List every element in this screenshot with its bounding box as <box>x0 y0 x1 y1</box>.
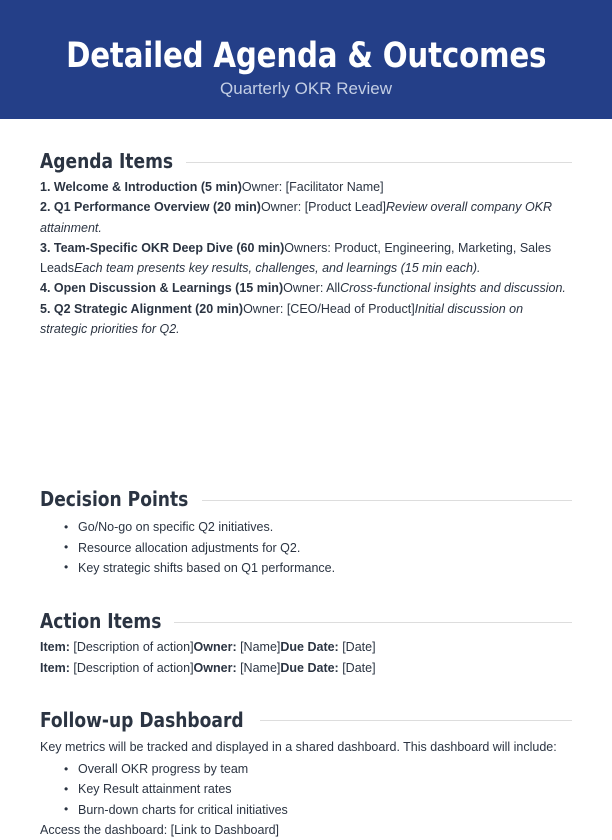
action-item-due-date-label: Due Date: <box>280 660 339 675</box>
action-item-owner-value: [Name] <box>236 660 281 675</box>
agenda-item <box>40 278 572 298</box>
agenda-item <box>40 238 572 279</box>
action-item-row <box>40 637 572 657</box>
agenda-item <box>40 197 572 238</box>
action-item-owner-label: Owner: <box>193 660 237 675</box>
agenda-item-note: Cross-functional insights and discussion. <box>340 281 566 296</box>
action-item-due-date-value: [Date] <box>338 640 376 655</box>
action-item-label: Item: <box>40 660 70 675</box>
agenda-item-note: Review overall company OKR attainment. <box>40 200 553 235</box>
action-item-owner-value: [Name] <box>236 640 281 655</box>
decision-points-list <box>40 517 572 578</box>
agenda-item-title: 5. Q2 Strategic Alignment (20 min) <box>40 301 244 316</box>
section-heading-agenda-label: Agenda Items <box>40 149 174 173</box>
action-item-due-date-label: Due Date: <box>280 640 339 655</box>
agenda-item-title: 1. Welcome & Introduction (5 min) <box>40 180 242 194</box>
page-subtitle: Quarterly OKR Review <box>220 79 392 98</box>
page-title: Detailed Agenda & Outcomes <box>65 36 547 76</box>
section-heading-action-items <box>40 608 572 634</box>
section-heading-decision-points-label: Decision Points <box>40 487 189 512</box>
agenda-item-note: Each team presents key results, challenges, and learnings (15 min each). <box>74 261 481 276</box>
agenda-item <box>40 177 572 197</box>
agenda-item-list <box>40 177 572 339</box>
section-heading-agenda <box>40 148 572 174</box>
list-item: • Go/No-go on specific Q2 initiatives. <box>64 517 572 537</box>
action-item-due-date-value: [Date] <box>338 660 376 675</box>
document-content <box>0 148 612 840</box>
followup-metrics-list <box>40 759 572 820</box>
list-item: • Key Result attainment rates <box>64 779 572 799</box>
section-rule <box>174 622 572 623</box>
section-rule <box>260 720 572 721</box>
dashboard-access-line: Access the dashboard: [Link to Dashboard] <box>40 823 280 838</box>
agenda-item-title: 4. Open Discussion & Learnings (15 min) <box>40 281 284 296</box>
section-agenda-items <box>40 148 572 339</box>
list-item: • Overall OKR progress by team <box>64 759 572 779</box>
list-item: • Key strategic shifts based on Q1 performance. <box>64 558 572 578</box>
section-heading-followup-dashboard <box>40 707 572 733</box>
list-item: • Burn-down charts for critical initiatives <box>64 800 572 820</box>
agenda-item-title: 3. Team-Specific OKR Deep Dive (60 min) <box>40 240 285 255</box>
section-heading-decision-points <box>40 486 572 512</box>
action-item-label: Item: <box>40 640 70 655</box>
page-header-banner <box>0 0 612 119</box>
section-heading-followup-dashboard-label: Follow-up Dashboard <box>40 707 244 732</box>
agenda-item-title: 2. Q1 Performance Overview (20 min) <box>40 200 261 215</box>
section-rule <box>186 162 572 163</box>
agenda-item <box>40 299 572 340</box>
action-item-description: [Description of action] <box>69 660 194 675</box>
followup-intro-text: Key metrics will be tracked and displayed in a shared dashboard. This dashboard will include: <box>40 739 557 754</box>
section-heading-action-items-label: Action Items <box>40 609 162 634</box>
section-rule <box>202 500 572 501</box>
section-action-items <box>40 608 572 678</box>
agenda-item-owner: Owner: [Product Lead] <box>260 200 387 215</box>
action-item-owner-label: Owner: <box>193 640 237 655</box>
list-item: • Resource allocation adjustments for Q2. <box>64 538 572 558</box>
agenda-item-owner: Owners: Product, Engineering, Marketing, Sales Leads <box>40 240 552 276</box>
agenda-item-owner: Owner: All <box>283 281 341 296</box>
agenda-item-note: Initial discussion on strategic priorities for Q2. <box>40 301 524 337</box>
section-decision-points <box>40 339 572 578</box>
section-followup-dashboard <box>40 707 572 840</box>
action-items-list <box>40 637 572 678</box>
agenda-item-owner: Owner: [Facilitator Name] <box>241 180 384 194</box>
agenda-item-owner: Owner: [CEO/Head of Product] <box>243 301 415 316</box>
action-item-row <box>40 658 572 678</box>
action-item-description: [Description of action] <box>69 640 194 655</box>
